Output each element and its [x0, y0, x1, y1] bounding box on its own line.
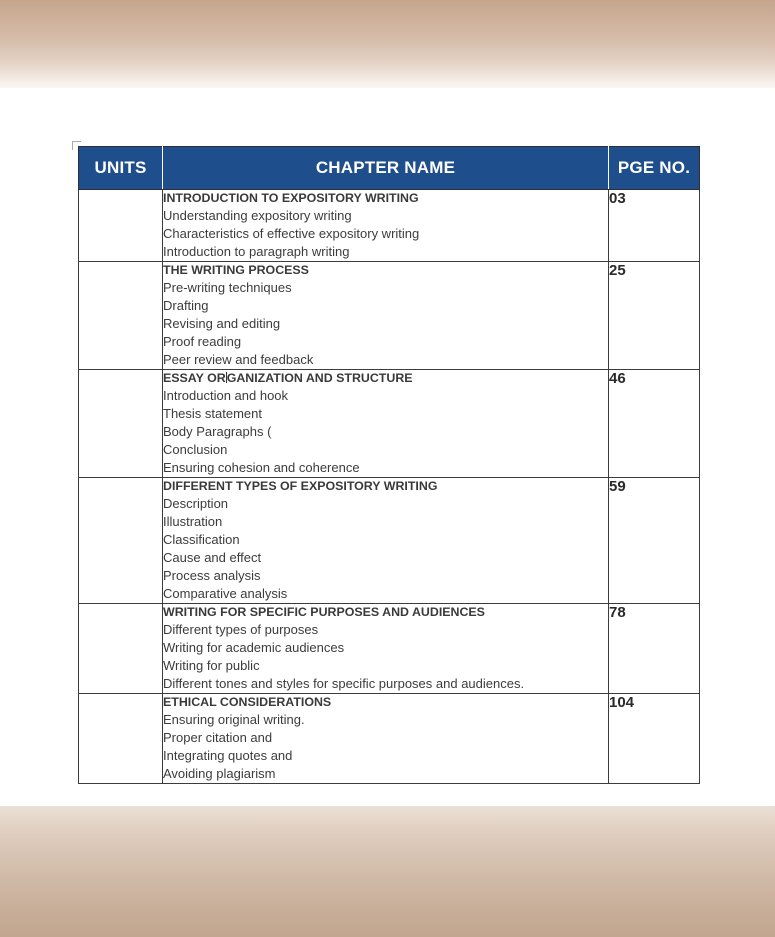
table-row [79, 262, 700, 370]
page-number: 78 [609, 604, 626, 621]
chapter-cell[interactable] [163, 478, 609, 604]
table-move-handle-icon[interactable] [72, 141, 81, 150]
toc-header-row [79, 147, 700, 190]
table-row [79, 190, 700, 262]
chapter-item: Drafting [163, 298, 209, 313]
chapter-item: Illustration [163, 514, 223, 529]
chapter-title: ETHICAL CONSIDERATIONS [163, 695, 332, 709]
chapter-item: Proof reading [163, 334, 242, 349]
chapter-item: Process analysis [163, 568, 261, 583]
page-number-cell[interactable] [609, 190, 700, 262]
chapter-item: Pre-writing techniques [163, 280, 292, 295]
chapter-item: Understanding expository writing [163, 208, 352, 223]
table-row [79, 478, 700, 604]
table-row [79, 694, 700, 784]
chapter-item: Different types of purposes [163, 622, 319, 637]
page-number: 59 [609, 478, 626, 495]
table-of-contents [78, 146, 699, 784]
unit-cell[interactable] [79, 370, 163, 478]
chapter-item: Comparative analysis [163, 586, 288, 601]
page-number: 104 [609, 694, 635, 711]
chapter-item: Integrating quotes and [163, 748, 293, 763]
unit-cell[interactable] [79, 694, 163, 784]
page-number: 03 [609, 190, 626, 207]
column-header-units: UNITS [79, 147, 163, 190]
unit-cell[interactable] [79, 262, 163, 370]
page-number-cell[interactable] [609, 262, 700, 370]
chapter-item: Writing for academic audiences [163, 640, 345, 655]
chapter-cell[interactable] [163, 370, 609, 478]
page-number-cell[interactable] [609, 478, 700, 604]
chapter-title: INTRODUCTION TO EXPOSITORY WRITING [163, 191, 419, 205]
chapter-item: Avoiding plagiarism [163, 766, 276, 781]
chapter-title: WRITING FOR SPECIFIC PURPOSES AND AUDIENCES [163, 605, 485, 619]
page-number-cell[interactable] [609, 694, 700, 784]
unit-cell[interactable] [79, 604, 163, 694]
column-header-chapter-name: CHAPTER NAME [163, 147, 609, 190]
column-header-page-number: PGE NO. [609, 147, 700, 190]
chapter-item: Revising and editing [163, 316, 281, 331]
page-number: 46 [609, 370, 626, 387]
toc-table-body [79, 190, 700, 784]
chapter-item: Introduction and hook [163, 388, 289, 403]
chapter-title: THE WRITING PROCESS [163, 263, 309, 277]
table-row [79, 604, 700, 694]
chapter-item: Introduction to paragraph writing [163, 244, 350, 259]
chapter-item: Writing for public [163, 658, 260, 673]
chapter-cell[interactable] [163, 604, 609, 694]
chapter-item: Ensuring original writing. [163, 712, 305, 727]
chapter-item: Peer review and feedback [163, 352, 314, 367]
chapter-title: ESSAY ORGANIZATION AND STRUCTURE [163, 371, 413, 385]
toc-table-head [79, 147, 700, 190]
chapter-cell[interactable] [163, 262, 609, 370]
chapter-item: Cause and effect [163, 550, 262, 565]
unit-cell[interactable] [79, 190, 163, 262]
chapter-cell[interactable] [163, 190, 609, 262]
chapter-title: DIFFERENT TYPES OF EXPOSITORY WRITING [163, 479, 438, 493]
chapter-item: Proper citation and [163, 730, 273, 745]
chapter-item: Ensuring cohesion and coherence [163, 460, 360, 475]
chapter-item: Body Paragraphs ( [163, 424, 272, 439]
page-number-cell[interactable] [609, 604, 700, 694]
table-row [79, 370, 700, 478]
chapter-item: Different tones and styles for specific purposes and audiences. [163, 676, 525, 691]
page-number-cell[interactable] [609, 370, 700, 478]
chapter-item: Description [163, 496, 229, 511]
chapter-item: Conclusion [163, 442, 228, 457]
chapter-item: Thesis statement [163, 406, 262, 421]
toc-table [78, 146, 700, 784]
chapter-cell[interactable] [163, 694, 609, 784]
chapter-item: Characteristics of effective expository writing [163, 226, 420, 241]
unit-cell[interactable] [79, 478, 163, 604]
page-number: 25 [609, 262, 626, 279]
chapter-item: Classification [163, 532, 240, 547]
